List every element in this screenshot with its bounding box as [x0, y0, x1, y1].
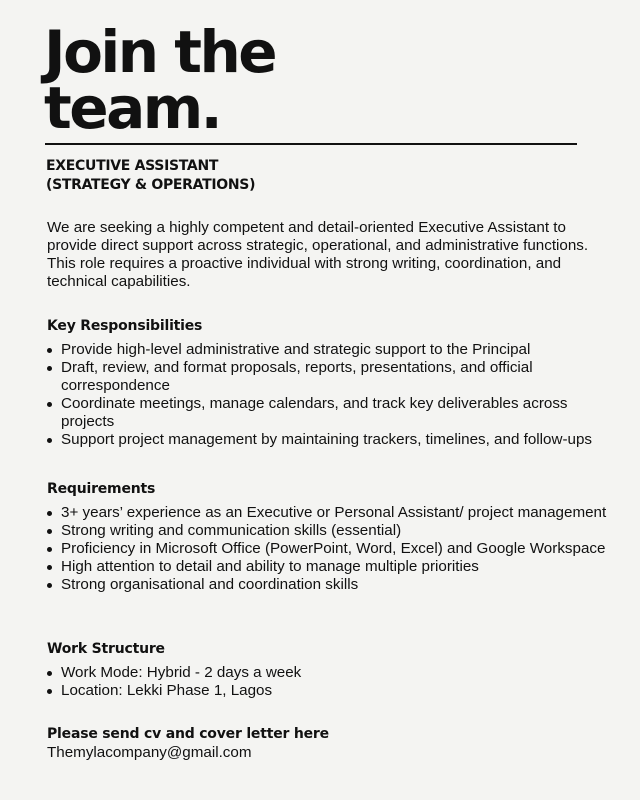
- work-structure-heading: Work Structure: [47, 641, 165, 657]
- requirements-heading: Requirements: [47, 481, 156, 497]
- intro-paragraph: We are seeking a highly competent and detail-oriented Executive Assistant to provide direct support across strategic, operational, and administrative functions. This role requires a proactive individual with strong writing, coordination, and technical capabilities.: [47, 219, 589, 290]
- headline-line-2: team.: [44, 74, 221, 142]
- headline-line-1: Join the: [44, 18, 276, 86]
- list-item-text: Draft, review, and format proposals, reports, presentations, and official correspondence: [61, 359, 533, 394]
- list-item: [47, 522, 607, 540]
- requirements-list: [47, 504, 607, 594]
- responsibilities-heading: Key Responsibilities: [47, 318, 203, 334]
- bullet-icon: [47, 565, 52, 570]
- list-item: [47, 558, 607, 576]
- list-item: [47, 576, 607, 594]
- bullet-icon: [47, 366, 52, 371]
- bullet-icon: [47, 511, 52, 516]
- work-structure-list: [47, 664, 607, 700]
- responsibilities-list: [47, 341, 607, 449]
- role-title-line-2: (STRATEGY & OPERATIONS): [46, 177, 256, 193]
- bullet-icon: [47, 689, 52, 694]
- list-item-text: High attention to detail and ability to manage multiple priorities: [61, 558, 479, 575]
- role-title-line-1: EXECUTIVE ASSISTANT: [46, 158, 219, 174]
- list-item-text: Provide high-level administrative and strategic support to the Principal: [61, 341, 531, 358]
- list-item: [47, 431, 607, 449]
- role-title: [46, 157, 255, 195]
- divider: [45, 143, 577, 145]
- bullet-icon: [47, 547, 52, 552]
- list-item: [47, 682, 607, 700]
- contact-email: Themylacompany@gmail.com: [47, 744, 252, 761]
- bullet-icon: [47, 671, 52, 676]
- bullet-icon: [47, 348, 52, 353]
- list-item-text: Work Mode: Hybrid - 2 days a week: [61, 664, 302, 681]
- list-item-text: 3+ years’ experience as an Executive or Personal Assistant/ project management: [61, 504, 607, 521]
- headline: [44, 18, 276, 142]
- bullet-icon: [47, 529, 52, 534]
- list-item: [47, 359, 607, 395]
- responsibilities-section: [47, 317, 607, 449]
- contact-section: [47, 725, 329, 762]
- bullet-icon: [47, 583, 52, 588]
- list-item-text: Support project management by maintaining trackers, timelines, and follow-ups: [61, 431, 592, 448]
- list-item-text: Strong writing and communication skills (essential): [61, 522, 402, 539]
- list-item-text: Location: Lekki Phase 1, Lagos: [61, 682, 273, 699]
- list-item-text: Strong organisational and coordination skills: [61, 576, 359, 593]
- list-item: [47, 395, 607, 431]
- requirements-section: [47, 480, 607, 594]
- list-item: [47, 664, 607, 682]
- list-item-text: Proficiency in Microsoft Office (PowerPoint, Word, Excel) and Google Workspace: [61, 540, 606, 557]
- work-structure-section: [47, 640, 607, 700]
- list-item: [47, 341, 607, 359]
- bullet-icon: [47, 438, 52, 443]
- list-item: [47, 504, 607, 522]
- list-item: [47, 540, 607, 558]
- list-item-text: Coordinate meetings, manage calendars, and track key deliverables across projects: [61, 395, 568, 430]
- contact-cta: Please send cv and cover letter here: [47, 726, 329, 742]
- bullet-icon: [47, 402, 52, 407]
